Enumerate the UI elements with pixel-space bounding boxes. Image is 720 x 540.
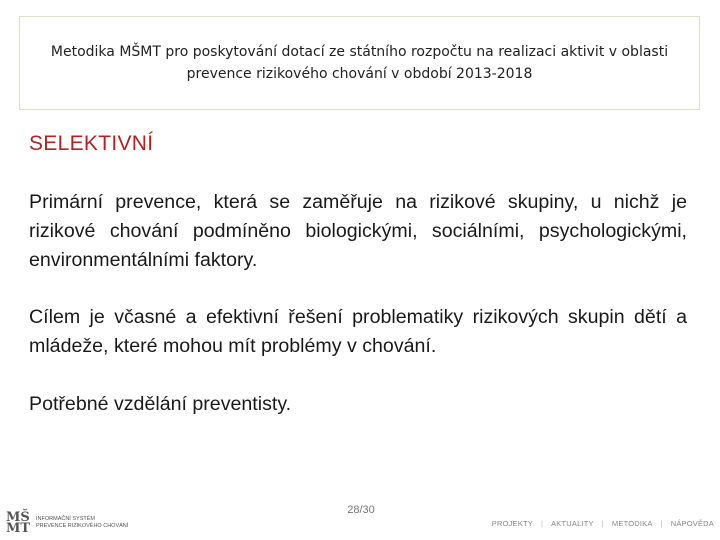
header-box (19, 16, 700, 110)
nav-link-metodika[interactable]: METODIKA (611, 519, 653, 528)
nav-link-projekty[interactable]: PROJEKTY (491, 519, 533, 528)
nav-link-napoveda[interactable]: NÁPOVĚDA (670, 519, 714, 528)
logo-line-1: INFORMAČNÍ SYSTÉM (36, 516, 95, 522)
nav-separator: | (660, 519, 663, 528)
footer-logo[interactable] (6, 512, 128, 534)
logo-mark-bottom: MT (6, 521, 31, 536)
paragraph-3: Potřebné vzdělání preventisty. (29, 393, 292, 415)
logo-line-2: PREVENCE RIZIKOVÉHO CHOVÁNÍ (36, 523, 129, 529)
logo-mark-top: MŠ (6, 510, 30, 525)
paragraph-2: Cílem je včasné a efektivní řešení problematiky rizikových skupin dětí a mládeže, které mohou mít problémy v chování. (29, 306, 687, 357)
page-title: Metodika MŠMT pro poskytování dotací ze státního rozpočtu na realizaci aktivit v oblasti prevence rizikového chování v období 2013-2018 (50, 44, 669, 82)
nav-separator: | (601, 519, 604, 528)
page-number: 28/30 (347, 504, 375, 516)
nav-separator: | (540, 519, 544, 528)
footer-nav (492, 519, 714, 528)
nav-link-aktuality[interactable]: AKTUALITY (551, 519, 594, 528)
logo-mark (6, 512, 32, 534)
paragraph-1: Primární prevence, která se zaměřuje na rizikové skupiny, u nichž je rizikové chování podmíněno biologickými, sociálními, psychologickými, environmentálními faktory. (29, 191, 687, 271)
section-heading: SELEKTIVNÍ (29, 132, 154, 155)
logo-text (36, 516, 128, 530)
